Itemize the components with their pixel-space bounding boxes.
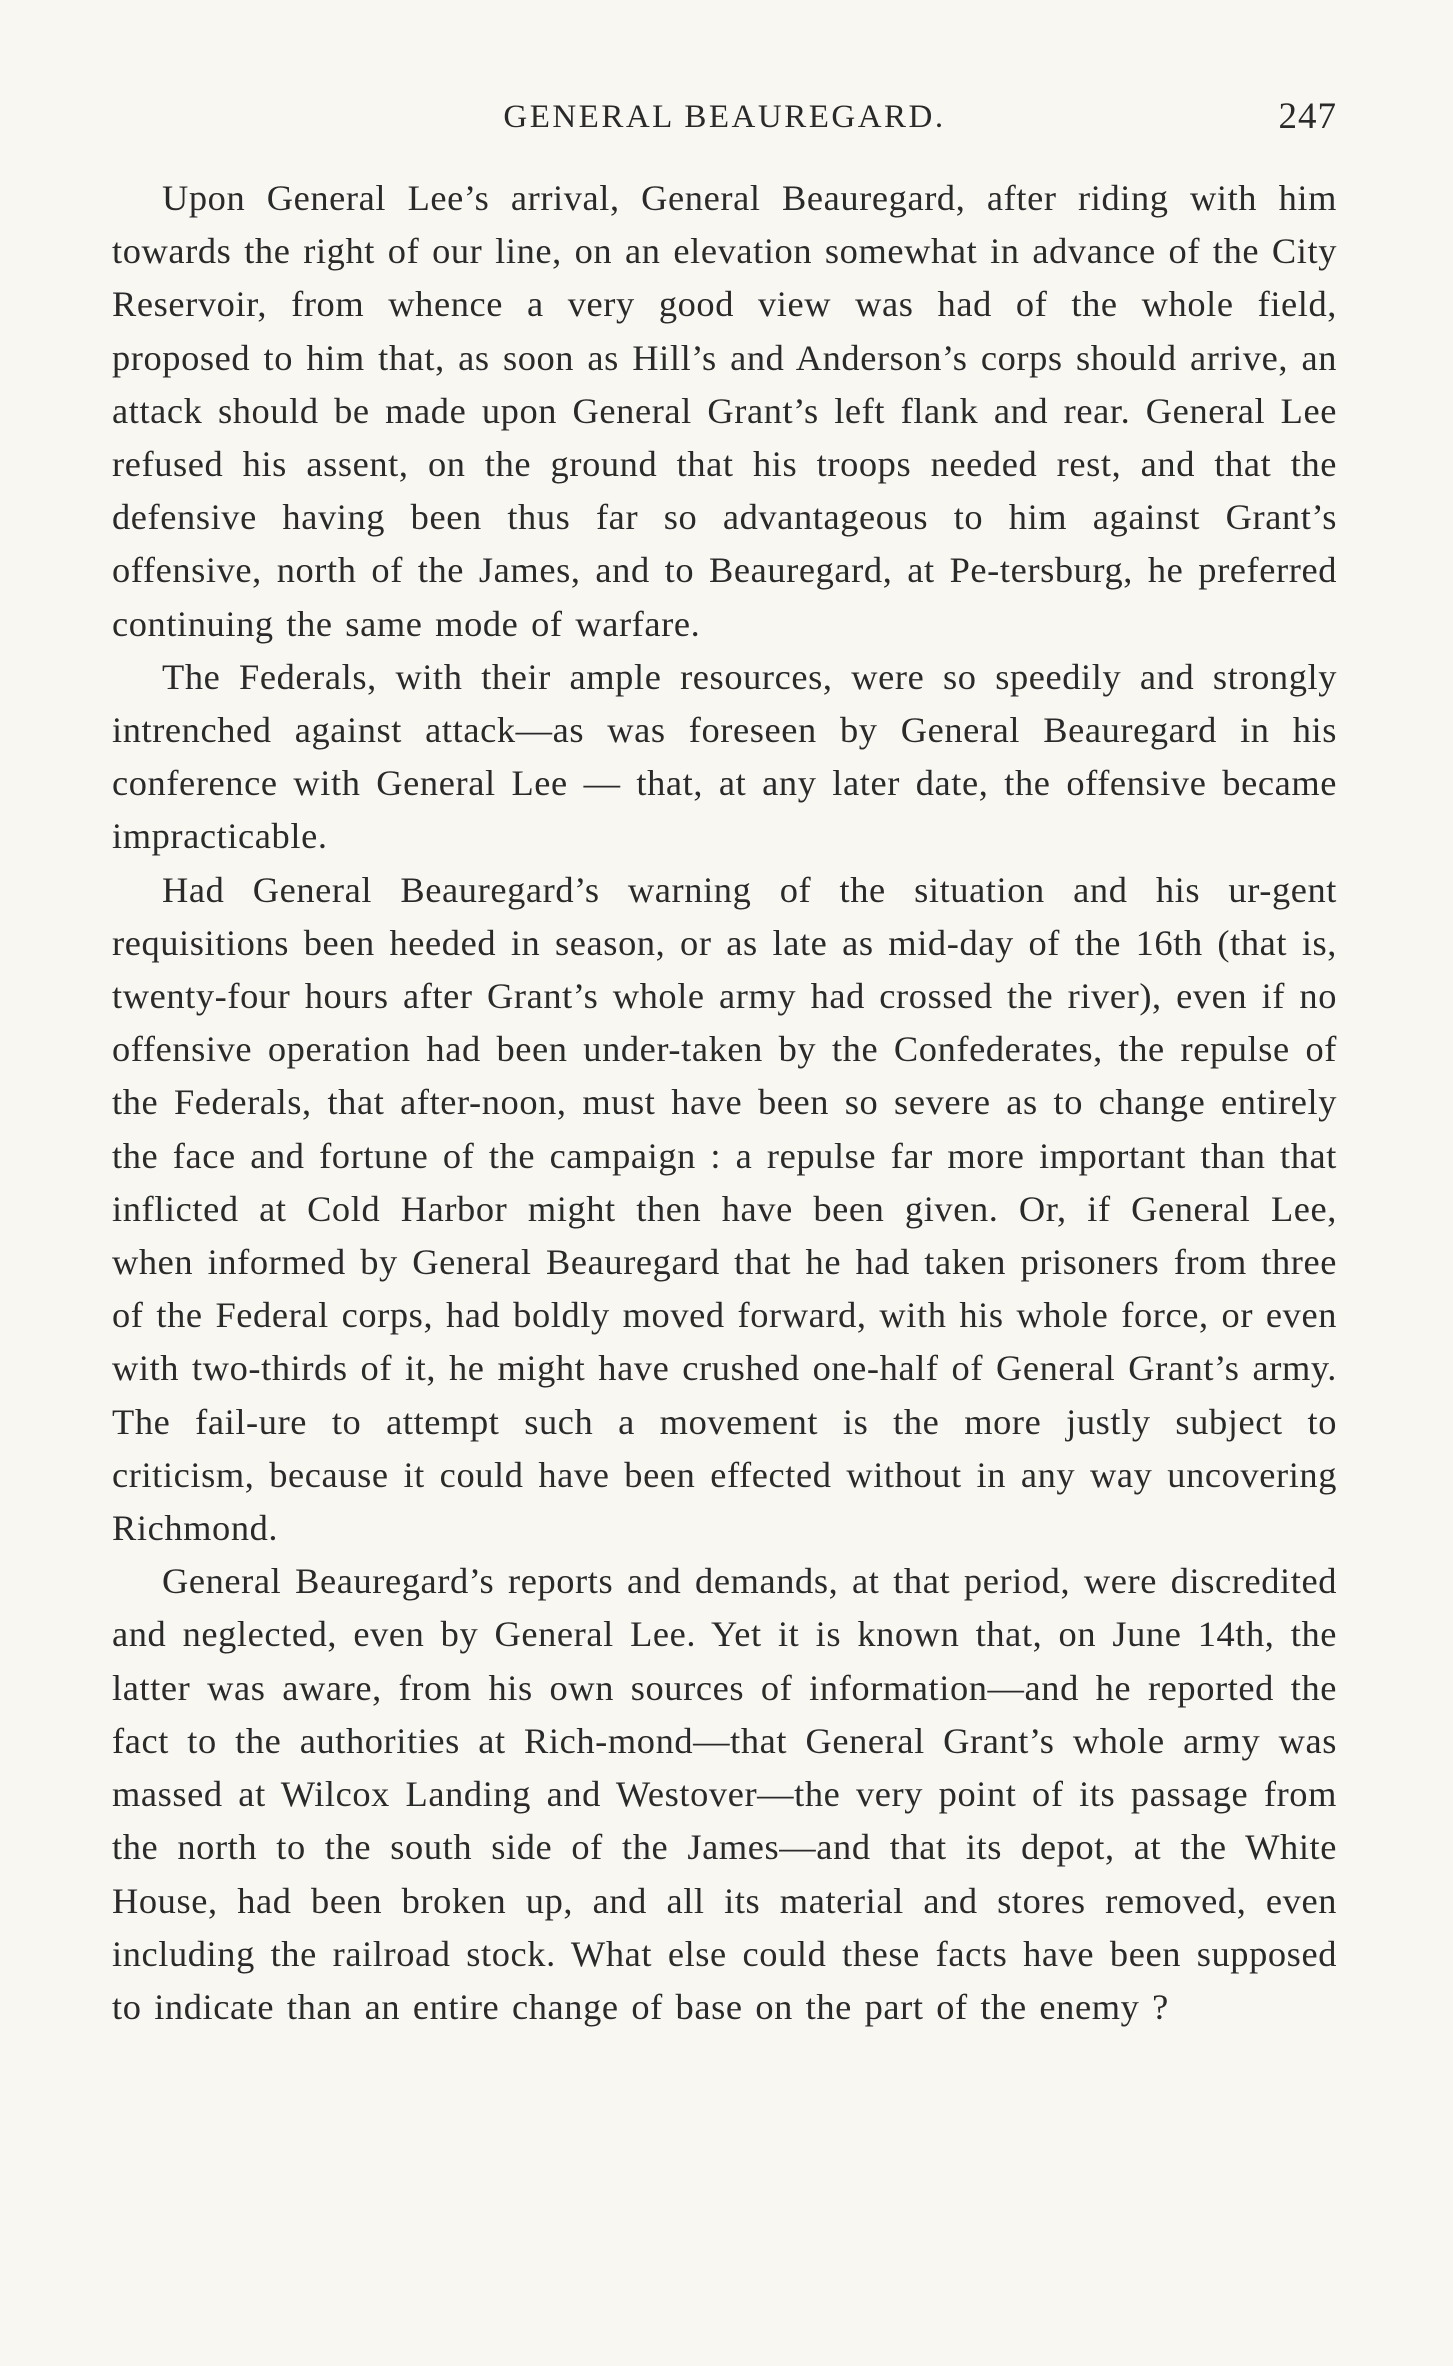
paragraph: General Beauregard’s reports and demands, at that period, were discredited and neglected, even by General Lee. Yet it is known that, on June 14th, the latter was aware, from his own sources of information—and he reported the fact to the authorities at Rich-mond—that General Grant’s whole army was massed at Wilcox Landing and Westover—the very point of its passage from the north to the south side of the James—and that its depot, at the White House, had been broken up, and all its material and stores removed, even including the railroad stock. What else could these facts have been supposed to indicate than an entire change of base on the part of the enemy ? [112, 1561, 1337, 2027]
running-title: GENERAL BEAUREGARD. [503, 99, 946, 135]
paragraph: Upon General Lee’s arrival, General Beauregard, after riding with him towards the right of our line, on an elevation somewhat in advance of the City Reservoir, from whence a very good view was had of the whole field, proposed to him that, as soon as Hill’s and Anderson’s corps should arrive, an attack should be made upon General Grant’s left flank and rear. General Lee refused his assent, on the ground that his troops needed rest, and that the defensive having been thus far so advantageous to him against Grant’s offensive, north of the James, and to Beauregard, at Pe-tersburg, he preferred continuing the same mode of warfare. [112, 178, 1337, 644]
running-head [112, 92, 1337, 142]
page-number: 247 [1278, 96, 1337, 137]
paragraph: The Federals, with their ample resources, were so speedily and strongly intrenched against attack—as was foreseen by General Beauregard in his conference with General Lee — that, at any later date, the offensive became impracticable. [112, 656, 1337, 857]
body-text [112, 172, 1337, 2034]
paragraph: Had General Beauregard’s warning of the situation and his ur-gent requisitions been heeded in season, or as late as mid-day of the 16th (that is, twenty-four hours after Grant’s whole army had crossed the river), even if no offensive operation had been under-taken by the Confederates, the repulse of the Federals, that after-noon, must have been so severe as to change entirely the face and fortune of the campaign : a repulse far more important than that inflicted at Cold Harbor might then have been given. Or, if General Lee, when informed by General Beauregard that he had taken prisoners from three of the Federal corps, had boldly moved forward, with his whole force, or even with two-thirds of it, he might have crushed one-half of General Grant’s army. The fail-ure to attempt such a movement is the more justly subject to criticism, because it could have been effected without in any way uncovering Richmond. [112, 869, 1337, 1549]
